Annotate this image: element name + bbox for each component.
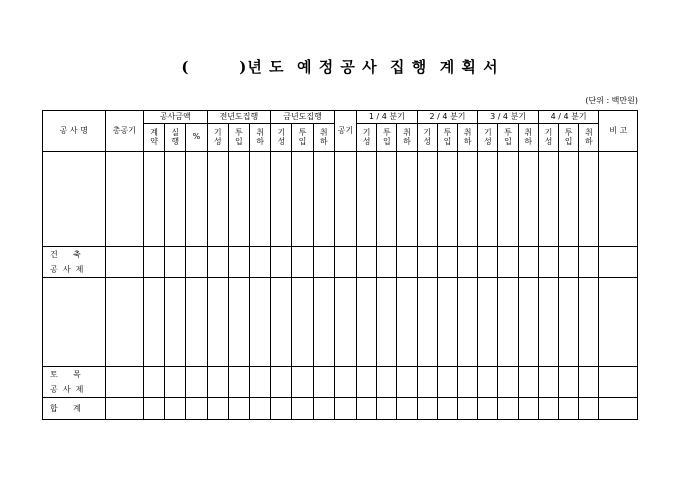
header-prev-input: 투 입	[228, 124, 249, 152]
table-cell[interactable]	[478, 247, 498, 278]
table-cell[interactable]	[538, 398, 558, 420]
table-cell[interactable]	[271, 367, 292, 398]
row-label-building	[43, 247, 106, 278]
row-label-civil	[43, 367, 106, 398]
table-cell[interactable]	[271, 247, 292, 278]
row-label-total: 합 계	[43, 398, 106, 420]
table-cell[interactable]	[43, 152, 106, 247]
table-cell[interactable]	[357, 247, 377, 278]
table-cell[interactable]	[292, 278, 313, 367]
table-row	[43, 398, 638, 420]
header-this-year: 금년도집행	[271, 111, 335, 124]
table-cell[interactable]	[186, 247, 207, 278]
table-cell[interactable]	[357, 367, 377, 398]
table-cell[interactable]	[334, 367, 356, 398]
table-cell[interactable]	[207, 367, 228, 398]
header-prev-year: 전년도집행	[207, 111, 271, 124]
table-cell[interactable]	[498, 278, 518, 367]
table-cell[interactable]	[417, 398, 437, 420]
table-row	[43, 247, 638, 278]
table-cell[interactable]	[518, 152, 538, 247]
table-cell[interactable]	[228, 152, 249, 247]
table-cell[interactable]	[228, 278, 249, 367]
header-percent: %	[186, 124, 207, 152]
table-cell[interactable]	[313, 152, 334, 247]
table-cell[interactable]	[579, 398, 599, 420]
table-cell[interactable]	[249, 247, 270, 278]
table-cell[interactable]	[518, 278, 538, 367]
table-cell[interactable]	[165, 152, 186, 247]
table-cell[interactable]	[559, 398, 579, 420]
header-q1-progress: 기 성	[357, 124, 377, 152]
table-cell[interactable]	[313, 367, 334, 398]
header-this-progress: 기 성	[271, 124, 292, 152]
table-cell[interactable]	[397, 152, 417, 247]
table-cell[interactable]	[437, 247, 457, 278]
table-cell[interactable]	[559, 278, 579, 367]
table-cell[interactable]	[417, 278, 437, 367]
header-remarks: 비 고	[599, 111, 638, 152]
table-cell[interactable]	[357, 278, 377, 367]
table-cell[interactable]	[249, 398, 270, 420]
table-cell[interactable]	[417, 367, 437, 398]
table-cell[interactable]	[357, 152, 377, 247]
table-cell[interactable]	[228, 398, 249, 420]
table-cell[interactable]	[143, 367, 164, 398]
table-cell[interactable]	[458, 367, 478, 398]
header-q4-input: 투 입	[559, 124, 579, 152]
table-cell[interactable]	[518, 398, 538, 420]
table-cell[interactable]	[186, 152, 207, 247]
table-cell[interactable]	[538, 152, 558, 247]
table-cell[interactable]	[313, 278, 334, 367]
row-label-building-line2: 공 사 제	[50, 265, 84, 274]
table-cell[interactable]	[292, 398, 313, 420]
table-cell[interactable]	[559, 152, 579, 247]
table-cell[interactable]	[478, 152, 498, 247]
table-row	[43, 367, 638, 398]
table-cell[interactable]	[249, 152, 270, 247]
table-cell[interactable]	[143, 247, 164, 278]
header-total-period: 총공기	[105, 111, 143, 152]
header-actual: 실 행	[165, 124, 186, 152]
table-cell[interactable]	[498, 367, 518, 398]
table-cell[interactable]	[228, 247, 249, 278]
header-q2-cancel: 취 하	[458, 124, 478, 152]
table-row	[43, 278, 638, 367]
row-label-civil-line2: 공 사 제	[50, 385, 84, 394]
table-cell[interactable]	[599, 278, 638, 367]
header-this-input: 투 입	[292, 124, 313, 152]
table-cell[interactable]	[165, 247, 186, 278]
header-quarter-2: 2 / 4 분기	[417, 111, 478, 124]
table-cell[interactable]	[186, 398, 207, 420]
table-cell[interactable]	[334, 398, 356, 420]
header-quarter-3: 3 / 4 분기	[478, 111, 539, 124]
unit-label: (단위 : 백만원)	[585, 96, 638, 105]
table-cell[interactable]	[498, 152, 518, 247]
table-cell[interactable]	[207, 278, 228, 367]
table-cell[interactable]	[559, 367, 579, 398]
table-cell[interactable]	[478, 367, 498, 398]
table-cell[interactable]	[105, 398, 143, 420]
header-period: 공기	[334, 111, 356, 152]
table-cell[interactable]	[249, 367, 270, 398]
row-label-building-line1: 건 축	[50, 250, 81, 259]
page-title: ( )년 도 예 정 공 사 집 행 계 획 서	[181, 58, 499, 76]
table-cell[interactable]	[271, 398, 292, 420]
table-cell[interactable]	[228, 367, 249, 398]
table-cell[interactable]	[207, 247, 228, 278]
table-cell[interactable]	[292, 247, 313, 278]
table-cell[interactable]	[165, 398, 186, 420]
header-contract: 계 약	[143, 124, 164, 152]
table-cell[interactable]	[105, 152, 143, 247]
table-cell[interactable]	[458, 278, 478, 367]
header-q4-cancel: 취 하	[579, 124, 599, 152]
table-cell[interactable]	[437, 398, 457, 420]
header-q2-progress: 기 성	[417, 124, 437, 152]
table-cell[interactable]	[498, 398, 518, 420]
table-cell[interactable]	[271, 278, 292, 367]
table-cell[interactable]	[43, 278, 106, 367]
table-cell[interactable]	[397, 398, 417, 420]
header-prev-progress: 기 성	[207, 124, 228, 152]
table-cell[interactable]	[105, 367, 143, 398]
row-label-civil-line1: 토 목	[50, 370, 81, 379]
table-cell[interactable]	[579, 367, 599, 398]
table-cell[interactable]	[143, 398, 164, 420]
header-this-cancel: 취 하	[313, 124, 334, 152]
table-cell[interactable]	[377, 278, 397, 367]
table-cell[interactable]	[377, 247, 397, 278]
table-cell[interactable]	[437, 152, 457, 247]
table-cell[interactable]	[313, 398, 334, 420]
table-cell[interactable]	[207, 152, 228, 247]
table-cell[interactable]	[105, 247, 143, 278]
header-quarter-4: 4 / 4 분기	[538, 111, 599, 124]
table-cell[interactable]	[143, 278, 164, 367]
table-cell[interactable]	[105, 278, 143, 367]
header-prev-cancel: 취 하	[249, 124, 270, 152]
header-q3-input: 투 입	[498, 124, 518, 152]
table-cell[interactable]	[437, 367, 457, 398]
table-cell[interactable]	[357, 398, 377, 420]
table-cell[interactable]	[397, 278, 417, 367]
table-cell[interactable]	[313, 247, 334, 278]
table-cell[interactable]	[334, 152, 356, 247]
table-cell[interactable]	[397, 247, 417, 278]
table-cell[interactable]	[599, 247, 638, 278]
table-cell[interactable]	[538, 278, 558, 367]
table-cell[interactable]	[417, 152, 437, 247]
table-cell[interactable]	[579, 152, 599, 247]
table-cell[interactable]	[538, 247, 558, 278]
table-cell[interactable]	[271, 152, 292, 247]
table-cell[interactable]	[143, 152, 164, 247]
table-cell[interactable]	[334, 278, 356, 367]
table-row	[43, 152, 638, 247]
table-cell[interactable]	[292, 152, 313, 247]
table-cell[interactable]	[498, 247, 518, 278]
table-cell[interactable]	[559, 247, 579, 278]
table-cell[interactable]	[165, 278, 186, 367]
table-cell[interactable]	[599, 367, 638, 398]
header-quarter-1: 1 / 4 분기	[357, 111, 418, 124]
table-cell[interactable]	[186, 278, 207, 367]
table-cell[interactable]	[458, 152, 478, 247]
table-cell[interactable]	[186, 367, 207, 398]
header-q3-progress: 기 성	[478, 124, 498, 152]
table-cell[interactable]	[579, 247, 599, 278]
table-cell[interactable]	[377, 398, 397, 420]
header-q4-progress: 기 성	[538, 124, 558, 152]
table-cell[interactable]	[538, 367, 558, 398]
table-cell[interactable]	[599, 152, 638, 247]
table-cell[interactable]	[334, 247, 356, 278]
table-cell[interactable]	[518, 367, 538, 398]
table-cell[interactable]	[478, 278, 498, 367]
table-cell[interactable]	[292, 367, 313, 398]
table-cell[interactable]	[478, 398, 498, 420]
table-cell[interactable]	[599, 398, 638, 420]
table-cell[interactable]	[377, 152, 397, 247]
header-amount: 공사금액	[143, 111, 207, 124]
header-project-name: 공 사 명	[43, 111, 106, 152]
table-cell[interactable]	[165, 367, 186, 398]
table-cell[interactable]	[518, 247, 538, 278]
header-q1-input: 투 입	[377, 124, 397, 152]
table-cell[interactable]	[397, 367, 417, 398]
table-cell[interactable]	[437, 278, 457, 367]
table-cell[interactable]	[458, 247, 478, 278]
header-q2-input: 투 입	[437, 124, 457, 152]
table-cell[interactable]	[458, 398, 478, 420]
table-cell[interactable]	[377, 367, 397, 398]
header-q3-cancel: 취 하	[518, 124, 538, 152]
header-q1-cancel: 취 하	[397, 124, 417, 152]
table-cell[interactable]	[249, 278, 270, 367]
table-cell[interactable]	[417, 247, 437, 278]
table-cell[interactable]	[579, 278, 599, 367]
table-cell[interactable]	[207, 398, 228, 420]
execution-plan-table	[42, 110, 638, 420]
